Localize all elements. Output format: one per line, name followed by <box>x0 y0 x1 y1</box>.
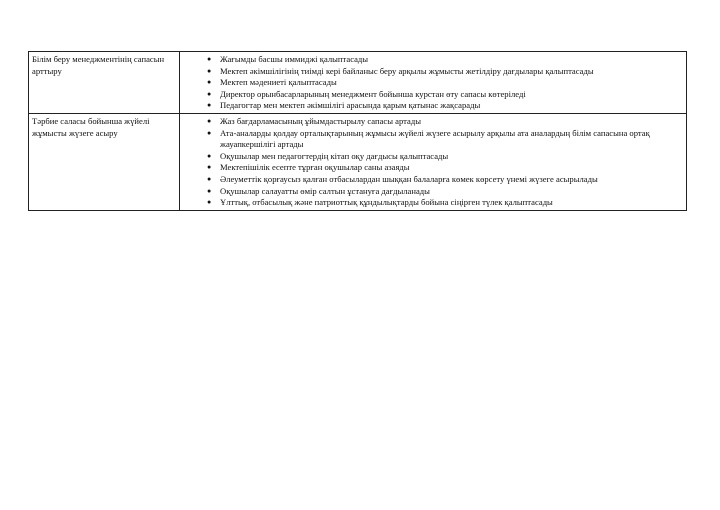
bullet-icon: ● <box>207 186 212 195</box>
bullet-icon: ● <box>207 66 212 75</box>
list-item: ● Мектеп мәдениеті қалыптасады <box>207 77 337 88</box>
table-cell-direction <box>29 113 180 210</box>
bullet-icon: ● <box>207 89 212 98</box>
table-row <box>29 52 687 114</box>
table-cell-results <box>180 113 687 210</box>
bullet-icon: ● <box>207 78 212 87</box>
list-item: ● Ұлттық, отбасылық және патриоттық құндылықтарды бойына сіңірген түлек қалыптасады <box>207 197 553 208</box>
table-cell-direction <box>29 52 180 114</box>
list-item: ● Ата-аналарды қолдау орталықтарының жұмысы жүйелі жүзеге асырылу арқылы ата аналардың білім сапасына ортақ жауапкершілігі артады <box>207 127 650 150</box>
list-item: ● Әлеуметтік қорғаусыз қалған отбасылардан шыққан балаларға көмек көрсету үнемі жүзеге асырылады <box>207 173 598 184</box>
bullet-icon: ● <box>207 151 212 160</box>
bullet-icon: ● <box>207 163 212 172</box>
results-list <box>183 116 683 209</box>
results-list <box>183 54 683 112</box>
bullet-icon: ● <box>207 174 212 183</box>
bullet-icon: ● <box>207 198 212 207</box>
direction-label: Білім беру менеджментінің сапасын арттыру <box>32 54 165 76</box>
bullet-icon: ● <box>207 128 212 137</box>
bullet-icon: ● <box>207 116 212 125</box>
list-item: ● Жаз бағдарламасының ұйымдастырылу сапасы артады <box>207 115 421 126</box>
plan-table <box>28 51 687 211</box>
table-cell-results <box>180 52 687 114</box>
bullet-icon: ● <box>207 55 212 63</box>
list-item: ● Педагогтар мен мектеп әкімшілігі арасында қарым қатынас жақсарады <box>207 100 481 111</box>
list-item: ● Мектеп әкімшілігінің тиімді кері байланыс беру арқылы жұмысты жетілдіру дағдылары қалыптасады <box>207 65 594 76</box>
list-item: ● Оқушылар мен педагогтердің кітап оқу дағдысы қалыптасады <box>207 150 449 161</box>
list-item: ● Мектепішілік есепте тұрған оқушылар саны азаяды <box>207 162 410 173</box>
table-row <box>29 113 687 210</box>
bullet-icon: ● <box>207 101 212 110</box>
list-item: ● Оқушылар салауатты өмір салтын ұстануға дағдыланады <box>207 185 430 196</box>
list-item: ● Жағымды басшы иммиджі қалыптасады <box>207 54 369 64</box>
direction-label: Тәрбие саласы бойынша жүйелі жұмысты жүзеге асыру <box>32 115 150 138</box>
list-item: ● Директор орынбасарларының менеджмент бойынша курстан өту сапасы көтеріледі <box>207 88 526 99</box>
